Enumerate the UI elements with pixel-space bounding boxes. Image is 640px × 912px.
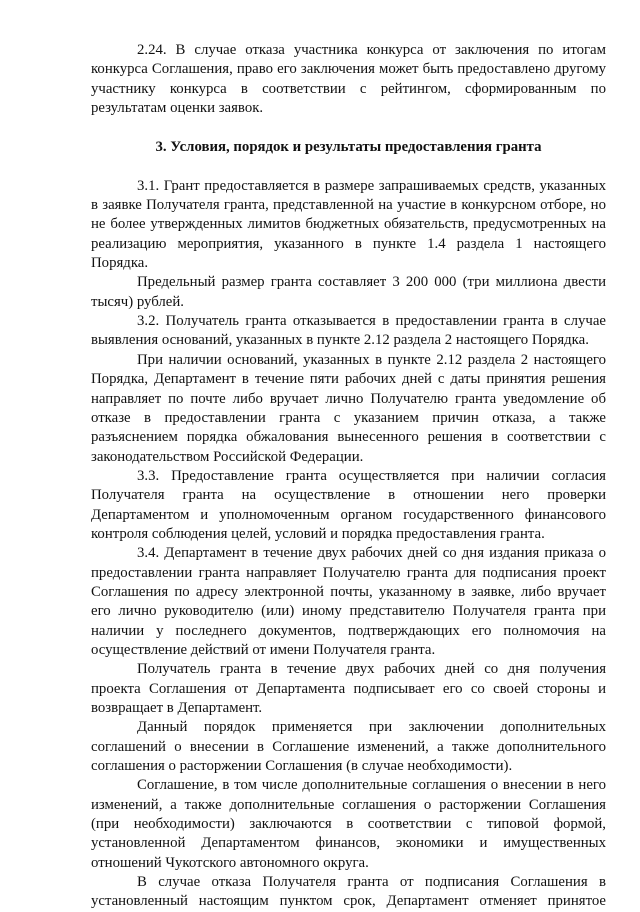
paragraph-standard-form: Соглашение, в том числе дополнительные соглашения о внесении в него изменений, а также дополнительные соглашения о расторжении Соглашения (при необходимости) заключаются в соответствии с типовой формой, установленной Департаментом финансов, экономики и имущественных отношений Чукотского автономного округа. xyxy=(91,777,606,871)
paragraph-grant-limit: Предельный размер гранта составляет 3 200 000 (три миллиона двести тысяч) рублей. xyxy=(91,274,606,310)
paragraph-3-4: 3.4. Департамент в течение двух рабочих дней со дня издания приказа о предоставлении гранта направляет Получателю гранта для подписания проект Соглашения по адресу электронной почты, указанному в заявке, либо вручает его лично руководителю (или) иному представителю Получателя гранта при наличии у последнего документов, подтверждающих его полномочия на осуществление действий от имени Получателя гранта. xyxy=(91,545,606,658)
paragraph-refusal-to-sign: В случае отказа Получателя гранта от подписания Соглашения в установленный настоящим пунктом срок, Департамент отменяет принятое xyxy=(91,874,606,910)
paragraph-3-1: 3.1. Грант предоставляется в размере запрашиваемых средств, указанных в заявке Получателя гранта, представленной на участие в конкурсном отборе, но не более утвержденных лимитов бюджетных обязательств, предусмотренных на реализацию мероприятия, указанного в пункте 1.4 раздела 1 настоящего Порядка. xyxy=(91,177,606,272)
paragraph-3-3: 3.3. Предоставление гранта осуществляется при наличии согласия Получателя гранта на осуществление в отношении него проверки Департаментом и уполномоченным органом государственного финансового контроля соблюдения целей, условий и порядка предоставления гранта. xyxy=(91,467,606,542)
paragraph-refusal-notice: При наличии оснований, указанных в пункте 2.12 раздела 2 настоящего Порядка, Департамент в течение пяти рабочих дней с даты принятия решения направляет по почте либо вручает лично Получателю гранта уведомление об отказе в предоставлении гранта с указанием причин отказа, а также разъяснением порядка обжалования вынесенного решения в соответствии с законодательством Российской Федерации. xyxy=(91,351,606,465)
section-heading: 3. Условия, порядок и результаты предоставления гранта xyxy=(155,139,542,156)
paragraph-additional-agreements: Данный порядок применяется при заключении дополнительных соглашений о внесении в Соглашение изменений, а также дополнительного соглашения о расторжении Соглашения (в случае необходимости). xyxy=(91,719,606,775)
paragraph-signing: Получатель гранта в течение двух рабочих дней со дня получения проекта Соглашения от Департамента подписывает его со своей стороны и возвращает в Департамент. xyxy=(91,661,606,716)
paragraph-2-24: 2.24. В случае отказа участника конкурса от заключения по итогам конкурса Соглашения, право его заключения может быть предоставлено другому участнику конкурса в соответствии с рейтингом, сформированным по результатам оценки заявок. xyxy=(91,42,606,117)
document-page xyxy=(91,41,606,912)
paragraph-3-2: 3.2. Получатель гранта отказывается в предоставлении гранта в случае выявления оснований, указанных в пункте 2.12 раздела 2 настоящего Порядка. xyxy=(91,313,606,349)
